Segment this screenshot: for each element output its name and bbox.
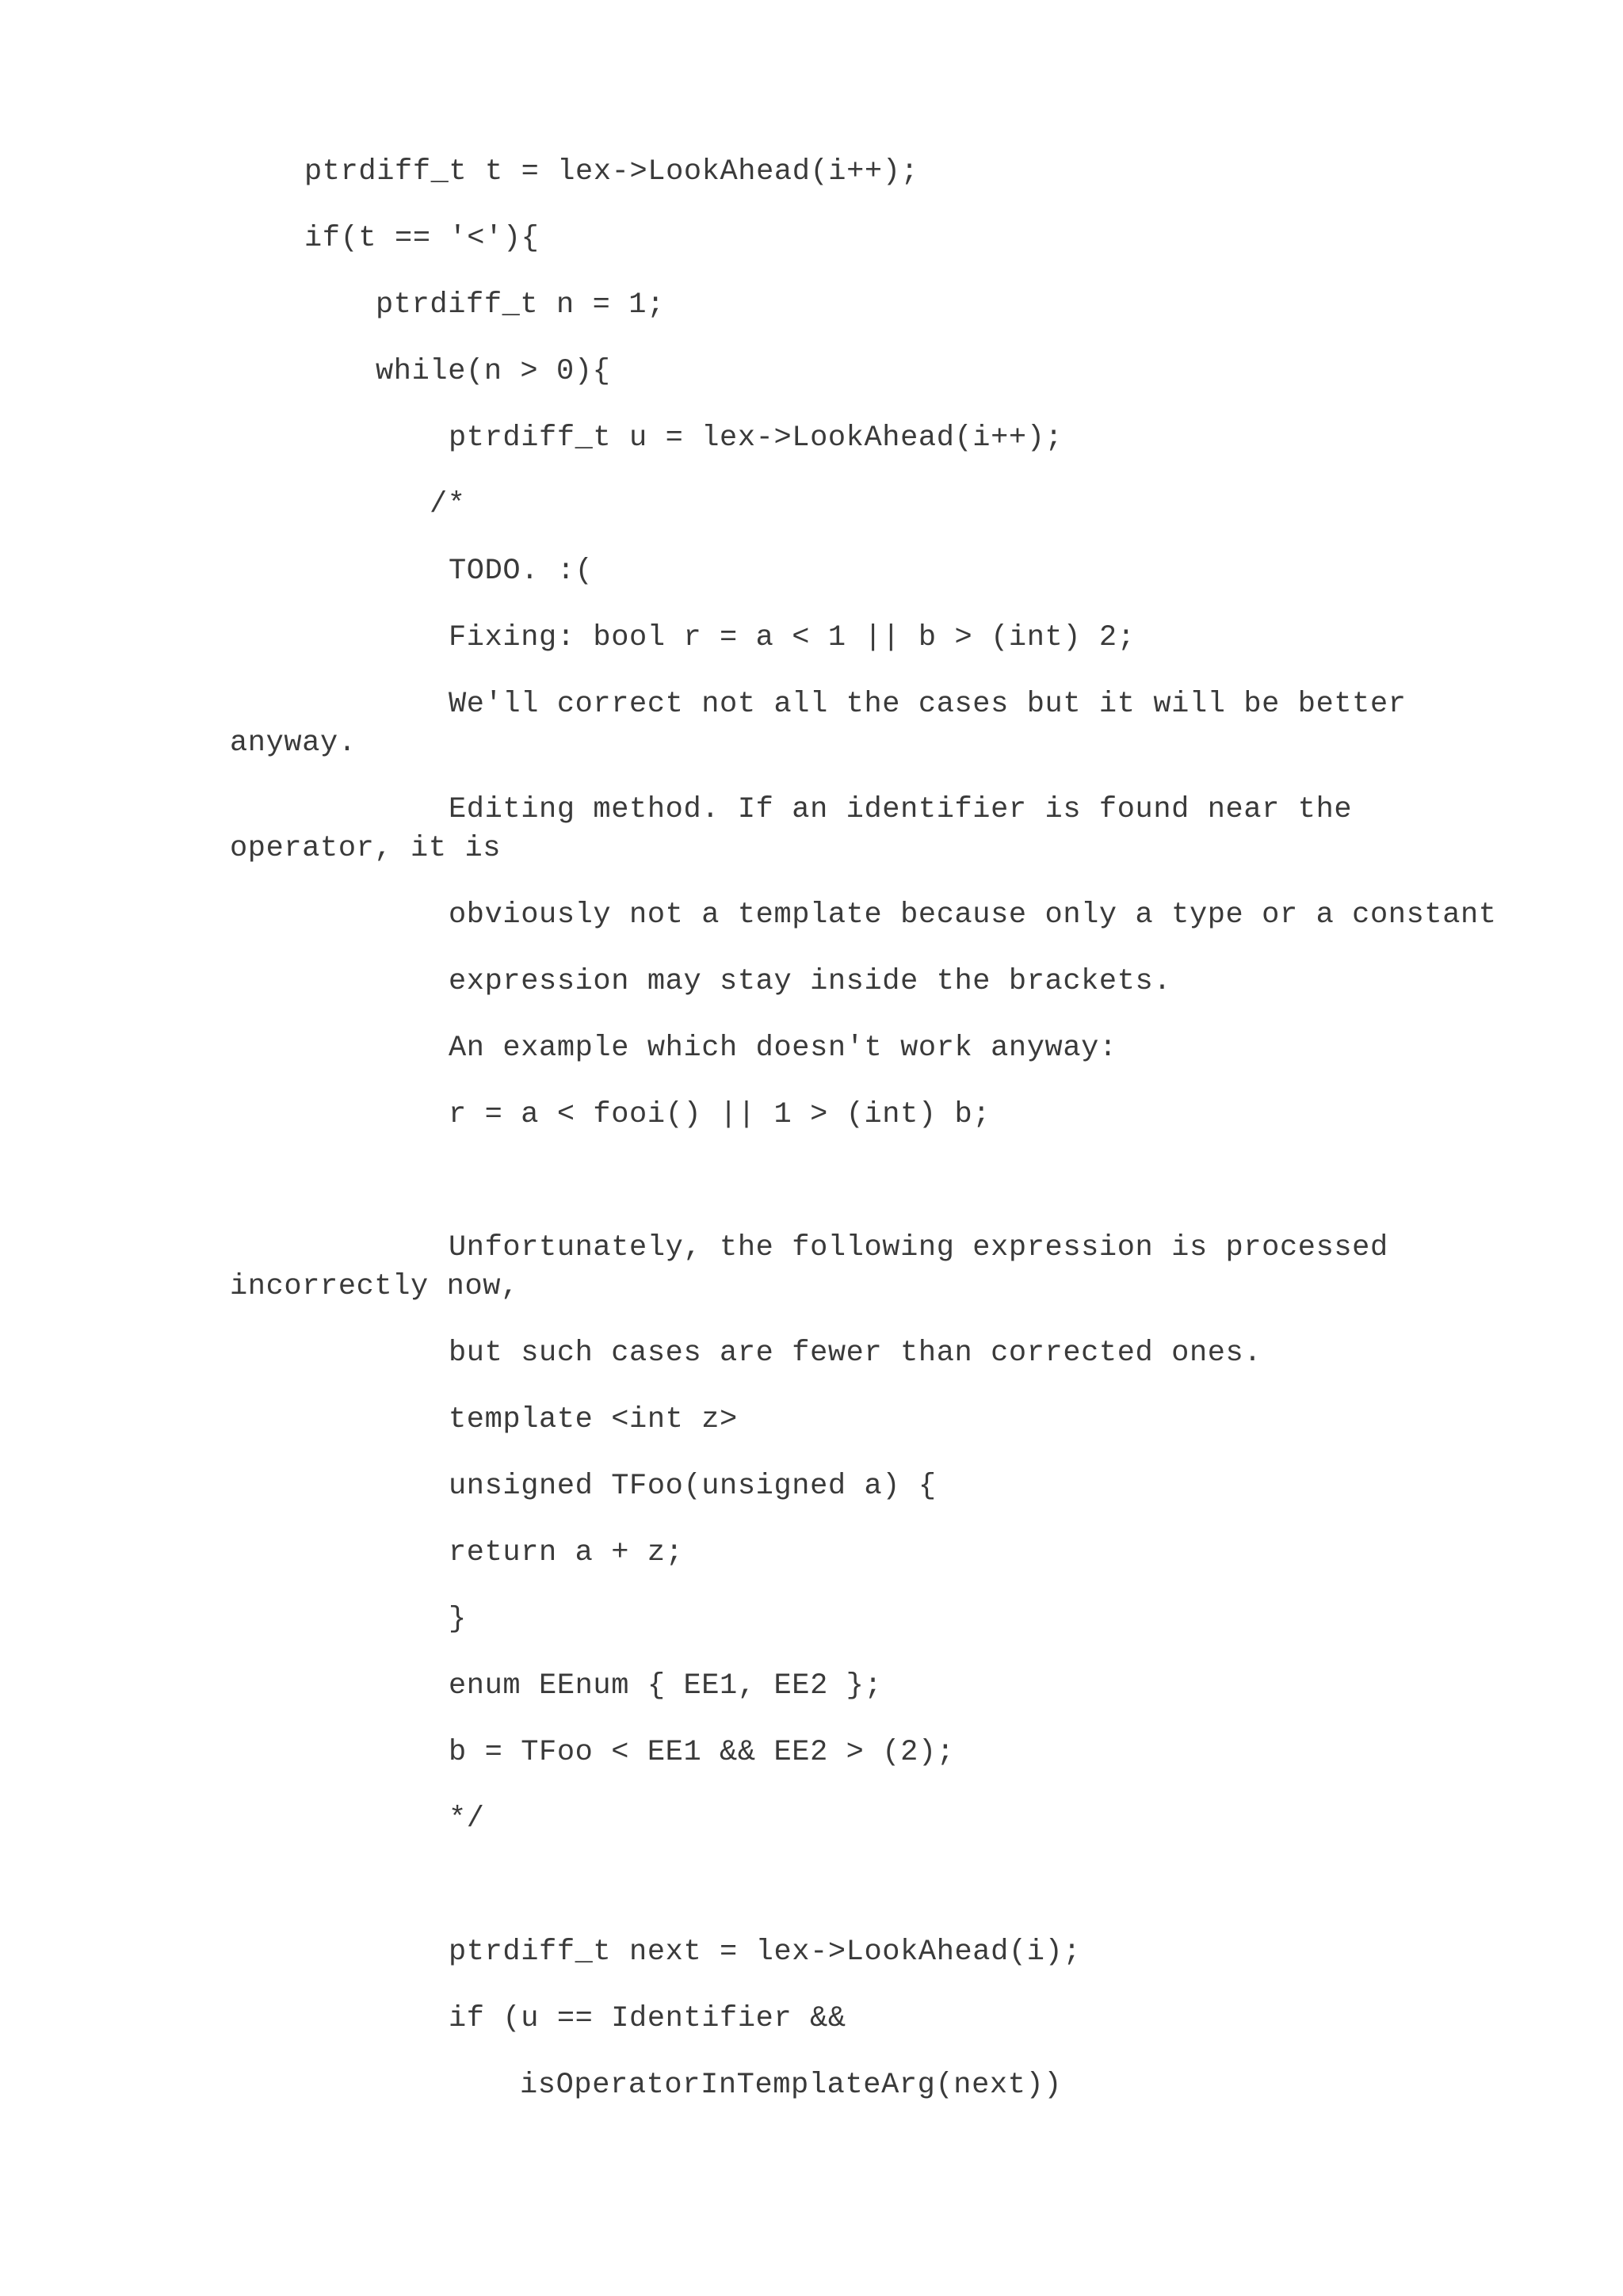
- code-line-wrapped: incorrectly now,: [230, 1270, 519, 1303]
- code-line: /*: [430, 488, 466, 521]
- code-line: but such cases are fewer than corrected ones.: [449, 1337, 1262, 1370]
- code-line: isOperatorInTemplateArg(next)): [520, 2069, 1063, 2102]
- code-line: ptrdiff_t next = lex->LookAhead(i);: [449, 1936, 1082, 1969]
- code-line: An example which doesn't work anyway:: [449, 1032, 1117, 1065]
- code-line: r = a < fooi() || 1 > (int) b;: [449, 1098, 991, 1131]
- code-line-wrapped: anyway.: [230, 727, 357, 760]
- code-line: Editing method. If an identifier is found near the: [449, 793, 1353, 826]
- code-line: if (u == Identifier &&: [449, 2002, 846, 2035]
- code-line: }: [449, 1603, 467, 1636]
- code-line: obviously not a template because only a type or a constant: [449, 898, 1497, 932]
- code-line: return a + z;: [449, 1536, 684, 1569]
- code-line: b = TFoo < EE1 && EE2 > (2);: [449, 1736, 955, 1769]
- code-line: unsigned TFoo(unsigned a) {: [449, 1470, 937, 1503]
- code-line: TODO. :(: [449, 555, 594, 588]
- code-line: template <int z>: [449, 1403, 738, 1436]
- code-line: if(t == '<'){: [304, 222, 540, 255]
- code-line: expression may stay inside the brackets.: [449, 965, 1172, 998]
- code-line: ptrdiff_t t = lex->LookAhead(i++);: [304, 155, 919, 189]
- code-line: while(n > 0){: [376, 355, 611, 388]
- code-line: ptrdiff_t n = 1;: [376, 288, 665, 322]
- code-line: */: [449, 1802, 485, 1836]
- code-line-wrapped: operator, it is: [230, 832, 502, 865]
- code-line: Unfortunately, the following expression is processed: [449, 1231, 1388, 1264]
- code-line: Fixing: bool r = a < 1 || b > (int) 2;: [449, 621, 1136, 654]
- code-line: We'll correct not all the cases but it will be better: [449, 688, 1407, 721]
- code-line: ptrdiff_t u = lex->LookAhead(i++);: [449, 421, 1064, 455]
- code-line: enum EEnum { EE1, EE2 };: [449, 1669, 883, 1703]
